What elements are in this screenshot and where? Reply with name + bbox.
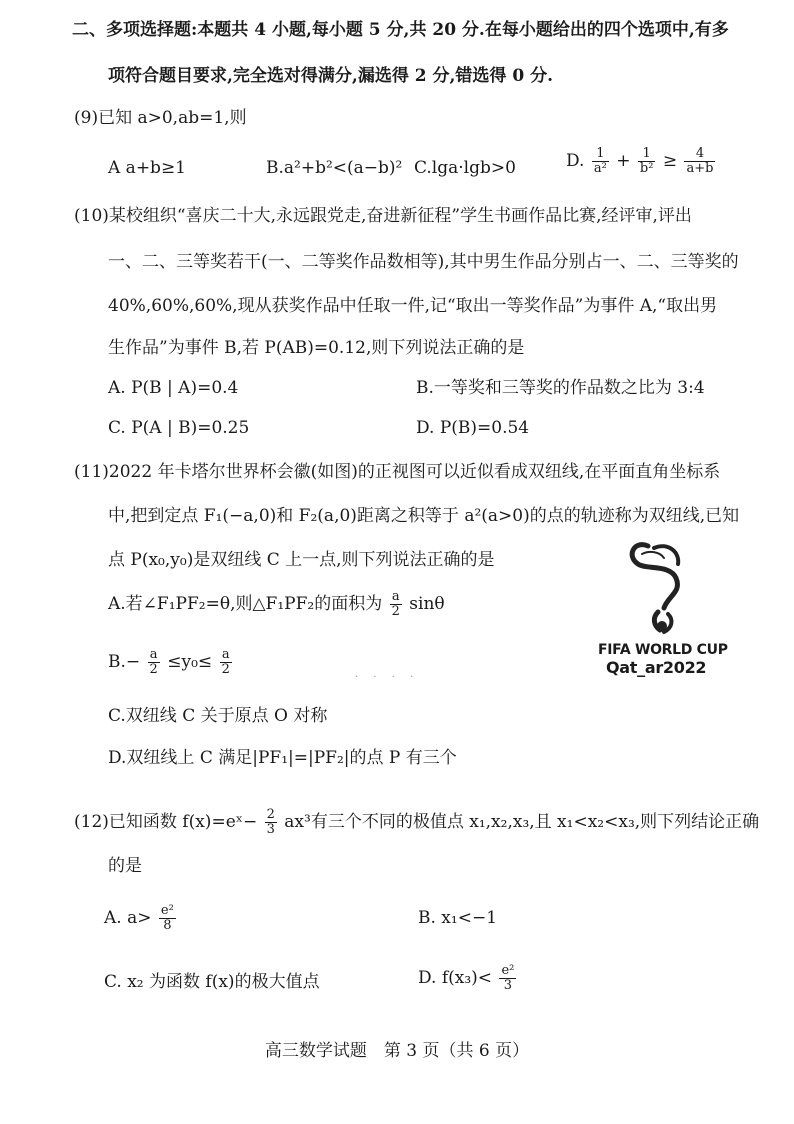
q9-d-plus: + (616, 151, 631, 171)
q10-option-d: D. P(B)=0.54 (416, 418, 530, 438)
q11-option-c: C.双纽线 C 关于原点 O 对称 (108, 706, 328, 726)
q9-stem: (9)已知 a>0,ab=1,则 (74, 108, 247, 128)
q12-function: (12)已知函数 f(x)=eˣ− (74, 812, 258, 832)
q11-b-frac2: $\frac{a}{2}$ (221, 647, 230, 677)
scan-specks: · · · · (355, 672, 420, 683)
q12-option-d (418, 964, 518, 993)
logo-text-fifa-world-cup: FIFA WORLD CUP (598, 642, 728, 658)
q12-d-label: D. f(x₃)< (418, 968, 493, 988)
q9-d-label: D. (566, 151, 585, 171)
q12-line2: 的是 (108, 856, 142, 876)
q9-d-frac3: $\frac{4}{a+b}$ (686, 146, 714, 176)
section-header-line1: 二、多项选择题:本题共 4 小题,每小题 5 分,共 20 分.在每小题给出的四个选项中,有多 (72, 20, 729, 40)
q11-line3: 点 P(x₀,y₀)是双纽线 C 上一点,则下列说法正确的是 (108, 550, 495, 570)
q12-a-label: A. a> (104, 908, 152, 928)
q9-d-ge: ≥ (662, 151, 678, 171)
q10-line4: 生作品”为事件 B,若 P(AB)=0.12,则下列说法正确的是 (108, 338, 525, 358)
q12-option-a (104, 904, 178, 933)
q12-a-frac: $\frac{\text{e²}}{8}$ (160, 903, 174, 933)
q11-option-b (108, 648, 234, 677)
q11-line2: 中,把到定点 F₁(−a,0)和 F₂(a,0)距离之积等于 a²(a>0)的点的轨迹称为双纽线,已知 (108, 506, 740, 526)
q9-option-a: A a+b≥1 (108, 158, 187, 178)
q11-option-a (108, 590, 445, 619)
q9-option-b: B.a²+b²<(a−b)² (266, 158, 403, 178)
q11-a-sin: sinθ (409, 594, 445, 614)
q9-d-frac1: $\frac{1}{\text{a²}}$ (593, 146, 607, 176)
q10-option-b: B.一等奖和三等奖的作品数之比为 3:4 (416, 378, 705, 398)
q12-rest: ax³有三个不同的极值点 x₁,x₂,x₃,且 x₁<x₂<x₃,则下列结论正确 (284, 812, 760, 832)
q10-line2: 一、二、三等奖若干(一、二等奖作品数相等),其中男生作品分别占一、二、三等奖的 (108, 252, 739, 272)
q9-d-frac2: $\frac{1}{\text{b²}}$ (639, 146, 654, 176)
q9-option-d (566, 147, 717, 176)
q12-frac: $\frac{2}{3}$ (266, 807, 275, 837)
q11-option-d: D.双纽线上 C 满足|PF₁|=|PF₂|的点 P 有三个 (108, 748, 457, 768)
q9-option-c: C.lga·lgb>0 (414, 158, 516, 178)
q11-b-mid: ≤y₀≤ (167, 652, 213, 672)
logo-text-qatar-2022: Qat_ar2022 (606, 658, 707, 677)
section-header-line2: 项符合题目要求,完全选对得满分,漏选得 2 分,错选得 0 分. (108, 66, 554, 86)
q10-option-c: C. P(A | B)=0.25 (108, 418, 250, 438)
q12-option-b: B. x₁<−1 (418, 908, 498, 928)
q10-line1: (10)某校组织“喜庆二十大,永远跟党走,奋进新征程”学生书画作品比赛,经评审,评出 (74, 206, 692, 226)
page-footer: 高三数学试题 第 3 页（共 6 页） (264, 1041, 530, 1061)
q10-line3: 40%,60%,60%,现从获奖作品中任取一件,记“取出一等奖作品”为事件 A,“取出男 (108, 296, 718, 316)
q12-option-c: C. x₂ 为函数 f(x)的极大值点 (104, 972, 320, 992)
q10-option-a: A. P(B | A)=0.4 (108, 378, 239, 398)
q11-a-frac: $\frac{a}{2}$ (391, 589, 400, 619)
q11-b-frac1: $\frac{a}{2}$ (149, 647, 158, 677)
q12-line1 (74, 808, 759, 837)
q11-line1: (11)2022 年卡塔尔世界杯会徽(如图)的正视图可以近似看成双纽线,在平面直角坐标系 (74, 462, 721, 482)
q11-a-text: A.若∠F₁PF₂=θ,则△F₁PF₂的面积为 (108, 594, 383, 614)
q11-b-label: B.− (108, 652, 141, 672)
q12-d-frac: $\frac{\text{e²}}{3}$ (501, 963, 515, 993)
